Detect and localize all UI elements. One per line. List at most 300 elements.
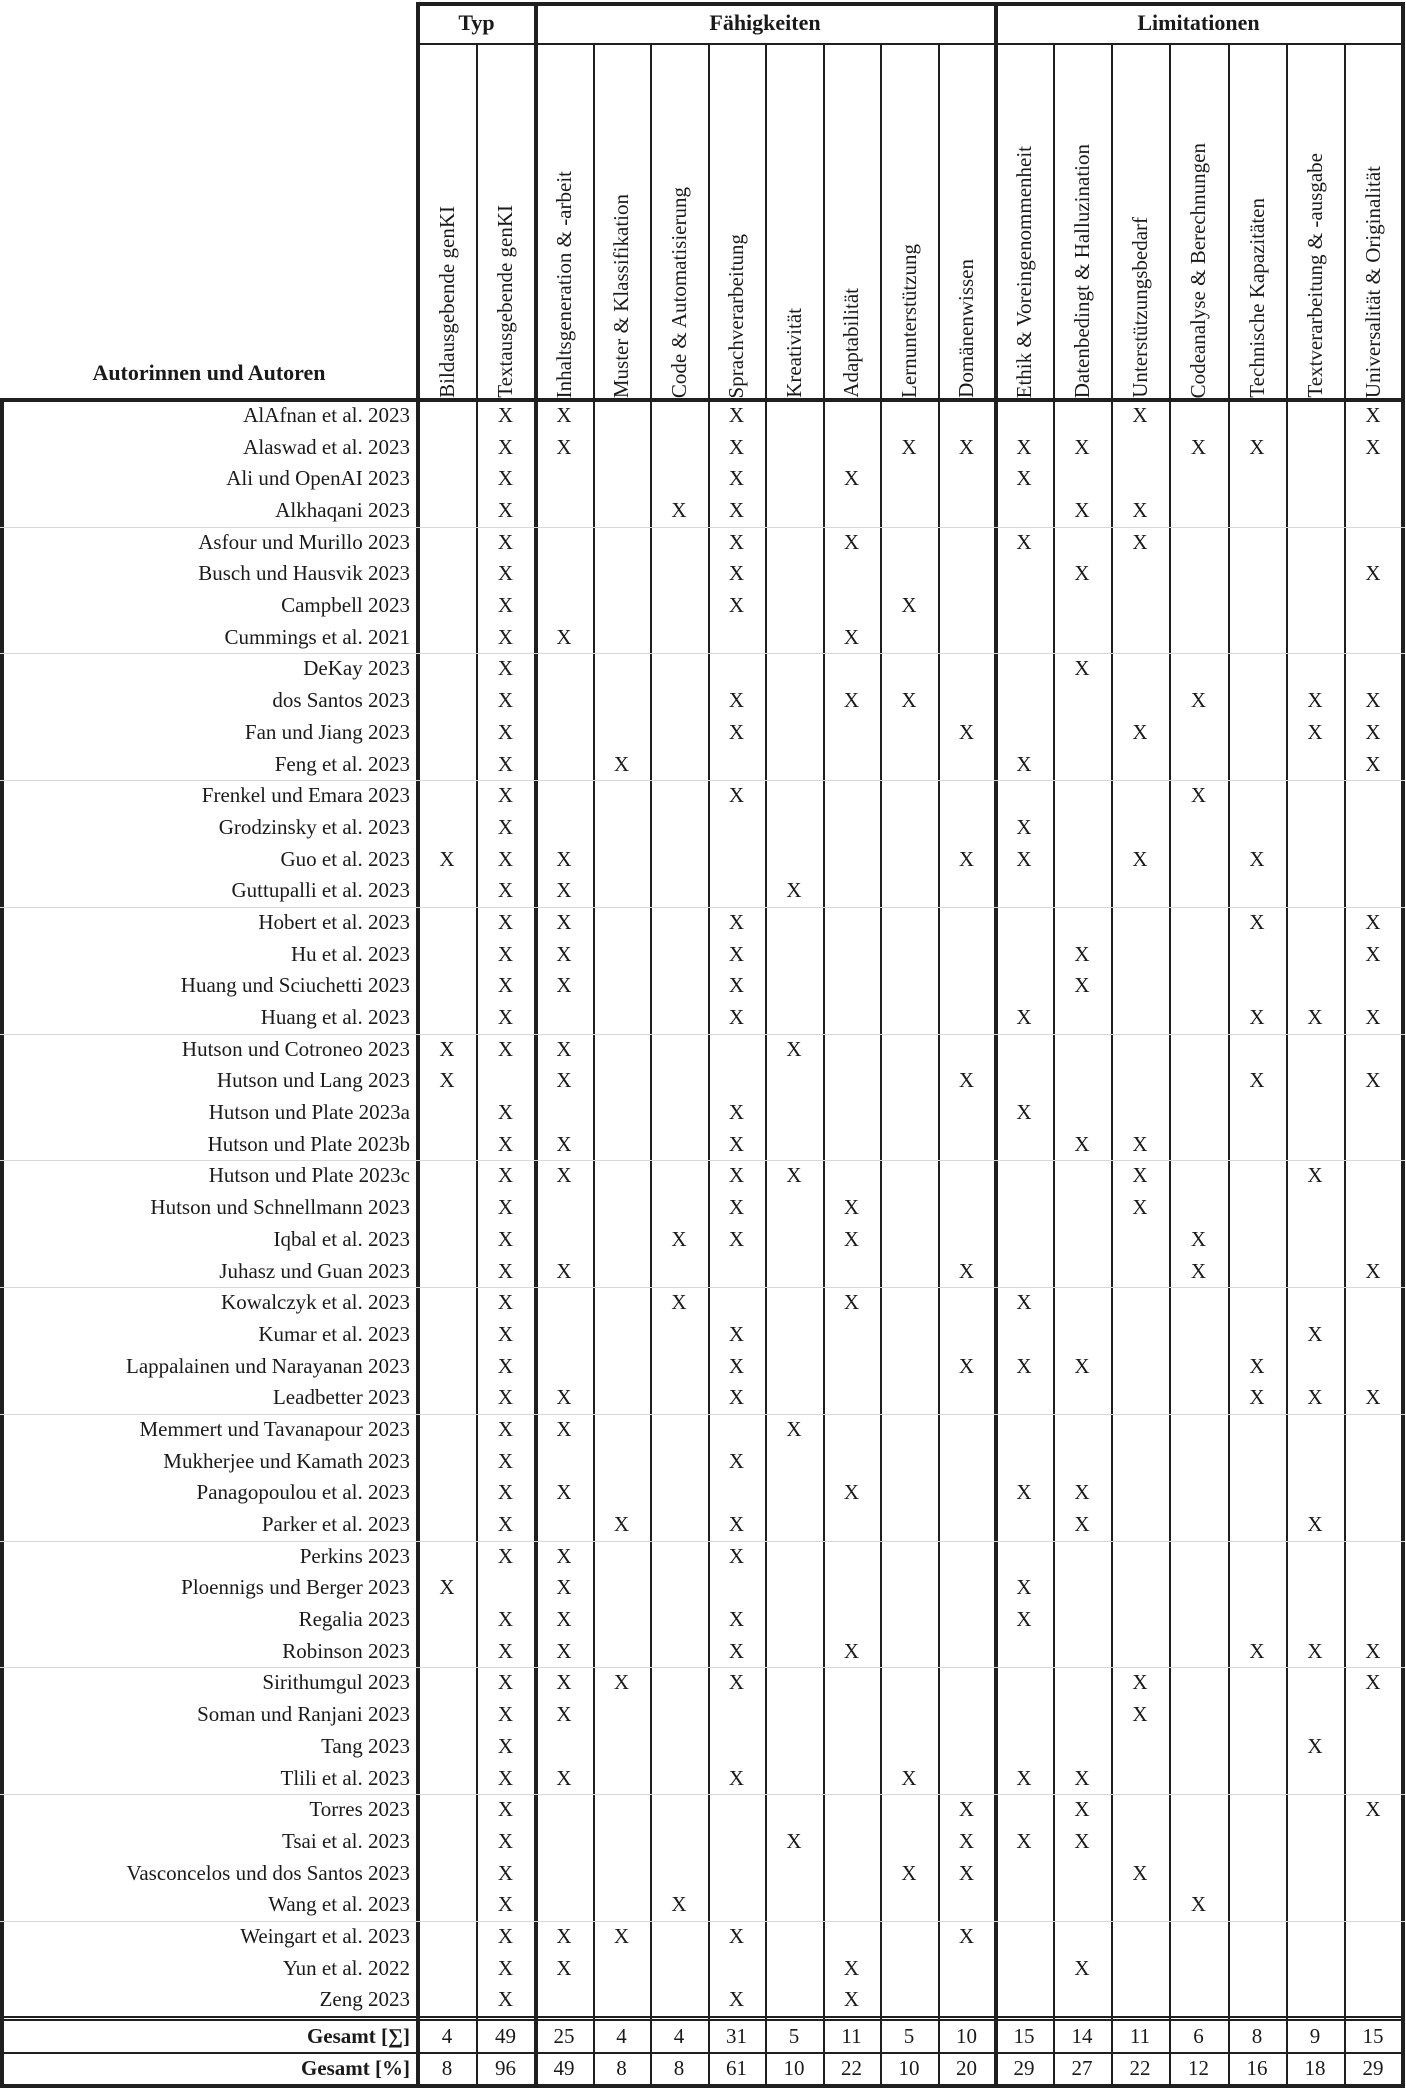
x-mark: X: [556, 1131, 572, 1156]
x-mark: X: [728, 1005, 745, 1030]
column-divider: [416, 2, 420, 2086]
x-mark: X: [786, 1036, 802, 1061]
x-mark: X: [497, 593, 514, 618]
x-mark: X: [728, 1321, 745, 1346]
author-name: AlAfnan et al. 2023: [243, 403, 410, 427]
x-mark: X: [497, 814, 514, 839]
column-header: [938, 43, 995, 398]
x-mark: X: [556, 1670, 572, 1695]
x-mark: X: [843, 1987, 860, 2012]
x-mark: X: [728, 909, 745, 934]
x-mark: X: [1365, 1005, 1381, 1030]
x-mark: X: [1074, 1797, 1090, 1822]
total-sum-value: 4: [616, 2024, 627, 2048]
x-mark: X: [728, 1226, 745, 1251]
author-column-header: Autorinnen und Autoren: [92, 360, 326, 385]
x-mark: X: [1016, 751, 1032, 776]
x-mark: X: [556, 1068, 572, 1093]
author-name: Alaswad et al. 2023: [243, 434, 410, 459]
author-name: Fan und Jiang 2023: [244, 719, 410, 744]
x-mark: X: [497, 1290, 514, 1315]
x-mark: X: [728, 1163, 745, 1188]
total-sum-value: 11: [1129, 2024, 1151, 2048]
x-mark: X: [1365, 1638, 1381, 1663]
column-header-label: Textverarbeitung & -ausgabe: [1302, 153, 1327, 398]
column-header-label: Datenbedingt & Halluzination: [1069, 143, 1094, 398]
author-name: Hutson und Plate 2023b: [207, 1131, 410, 1156]
x-mark: X: [556, 1163, 572, 1188]
x-mark: X: [728, 1512, 745, 1537]
x-mark: X: [1074, 1955, 1090, 1980]
x-mark: X: [1016, 529, 1032, 554]
x-mark: X: [728, 783, 745, 808]
author-name: Busch und Hausvik 2023: [198, 561, 410, 586]
column-header-label: Technische Kapazitäten: [1244, 198, 1269, 398]
x-mark: X: [497, 1638, 514, 1663]
x-mark: X: [497, 1860, 514, 1885]
x-mark: X: [1365, 1670, 1381, 1695]
x-mark: X: [497, 878, 514, 903]
x-mark: X: [439, 846, 455, 871]
x-mark: X: [728, 561, 745, 586]
x-mark: X: [1016, 466, 1032, 491]
x-mark: X: [1249, 846, 1265, 871]
x-mark: X: [1074, 973, 1090, 998]
x-mark: X: [1132, 403, 1148, 427]
x-mark: X: [786, 878, 802, 903]
total-percent-label: Gesamt [%]: [300, 2056, 410, 2080]
x-mark: X: [497, 1258, 514, 1283]
author-name: Perkins 2023: [299, 1543, 410, 1568]
column-divider: [1111, 43, 1113, 2085]
total-percent-value: 8: [673, 2056, 685, 2080]
author-name: Tlili et al. 2023: [280, 1765, 410, 1790]
x-mark: X: [901, 1860, 917, 1885]
column-header-label: Code & Automatisierung: [666, 186, 691, 398]
x-mark: X: [728, 941, 745, 966]
x-mark: X: [556, 1607, 572, 1632]
x-mark: X: [497, 656, 514, 681]
column-divider: [1286, 43, 1288, 2085]
x-mark: X: [671, 1290, 687, 1315]
author-name: Hutson und Plate 2023c: [208, 1163, 410, 1188]
x-mark: X: [497, 466, 514, 491]
x-mark: X: [1074, 561, 1090, 586]
x-mark: X: [613, 1512, 630, 1537]
column-header: [535, 43, 593, 398]
column-header: [1169, 43, 1228, 398]
x-mark: X: [671, 1226, 687, 1251]
column-header: [418, 43, 476, 398]
x-mark: X: [1365, 1797, 1381, 1822]
total-sum-value: 8: [1251, 2024, 1263, 2048]
total-percent-value: 18: [1304, 2056, 1326, 2080]
x-mark: X: [439, 1068, 455, 1093]
totals-divider-a: [0, 2016, 1405, 2018]
x-mark: X: [1016, 1765, 1032, 1790]
x-mark: X: [556, 941, 572, 966]
column-divider: [1053, 43, 1055, 2085]
x-mark: X: [497, 1702, 514, 1727]
x-mark: X: [1074, 1765, 1090, 1790]
column-divider: [593, 43, 595, 2085]
x-mark: X: [497, 688, 514, 713]
column-header: [1228, 43, 1286, 398]
x-mark: X: [556, 1702, 572, 1727]
header-divider: [0, 398, 1405, 402]
x-mark: X: [1365, 941, 1381, 966]
x-mark: X: [1307, 688, 1323, 713]
column-header: [593, 43, 650, 398]
author-name: Feng et al. 2023: [274, 751, 410, 776]
x-mark: X: [497, 1797, 514, 1822]
x-mark: X: [556, 1036, 572, 1061]
x-mark: X: [958, 846, 975, 871]
total-sum-value: 25: [553, 2024, 575, 2048]
group-divider: [994, 2, 998, 2086]
x-mark: X: [497, 1416, 514, 1441]
author-name: dos Santos 2023: [272, 688, 410, 713]
x-mark: X: [497, 624, 514, 649]
author-name: Iqbal et al. 2023: [273, 1226, 410, 1251]
group-header: Typ: [458, 10, 495, 35]
x-mark: X: [728, 973, 745, 998]
x-mark: X: [728, 1670, 745, 1695]
x-mark: X: [728, 1353, 745, 1378]
column-divider: [476, 43, 478, 2085]
author-name: Kumar et al. 2023: [258, 1321, 410, 1346]
x-mark: X: [1074, 1480, 1090, 1505]
x-mark: X: [1016, 1290, 1032, 1315]
author-name: Yun et al. 2022: [282, 1955, 410, 1980]
author-name: Hobert et al. 2023: [258, 909, 410, 934]
x-mark: X: [1307, 1321, 1323, 1346]
column-header: [880, 43, 938, 398]
author-name: Tsai et al. 2023: [282, 1828, 410, 1853]
row-separator: [0, 1794, 1405, 1795]
x-mark: X: [728, 1131, 745, 1156]
total-percent-value: 10: [783, 2056, 805, 2080]
column-header: [476, 43, 535, 398]
row-separator: [0, 1921, 1405, 1922]
author-name: DeKay 2023: [303, 656, 410, 681]
author-name: Weingart et al. 2023: [240, 1923, 410, 1948]
x-mark: X: [556, 878, 572, 903]
x-mark: X: [497, 1163, 514, 1188]
x-mark: X: [901, 1765, 917, 1790]
author-name: Ploennigs und Berger 2023: [181, 1575, 410, 1600]
x-mark: X: [1190, 1226, 1207, 1251]
table-border-top: [418, 2, 1405, 6]
x-mark: X: [556, 1923, 572, 1948]
column-header: [650, 43, 708, 398]
x-mark: X: [1132, 1131, 1148, 1156]
x-mark: X: [1307, 1733, 1323, 1758]
x-mark: X: [728, 1100, 745, 1125]
x-mark: X: [1249, 1638, 1265, 1663]
x-mark: X: [843, 1480, 860, 1505]
x-mark: X: [1307, 1638, 1323, 1663]
column-header: [1111, 43, 1169, 398]
row-separator: [0, 780, 1405, 781]
row-separator: [0, 1541, 1405, 1542]
total-percent-value: 61: [726, 2056, 747, 2080]
x-mark: X: [497, 1955, 514, 1980]
x-mark: X: [843, 1638, 860, 1663]
x-mark: X: [1365, 1385, 1381, 1410]
x-mark: X: [556, 1480, 572, 1505]
x-mark: X: [613, 1923, 630, 1948]
x-mark: X: [556, 1638, 572, 1663]
x-mark: X: [728, 498, 745, 523]
x-mark: X: [497, 719, 514, 744]
x-mark: X: [1249, 1385, 1265, 1410]
x-mark: X: [497, 941, 514, 966]
column-header: [765, 43, 823, 398]
author-name: Grodzinsky et al. 2023: [218, 814, 410, 839]
x-mark: X: [671, 498, 687, 523]
x-mark: X: [901, 593, 917, 618]
x-mark: X: [556, 624, 572, 649]
total-percent-value: 20: [956, 2056, 977, 2080]
x-mark: X: [1132, 1670, 1148, 1695]
author-name: Regalia 2023: [298, 1607, 410, 1632]
x-mark: X: [786, 1163, 802, 1188]
total-sum-value: 9: [1309, 2024, 1321, 2048]
x-mark: X: [556, 1543, 572, 1568]
author-name: Panagopoulou et al. 2023: [196, 1480, 410, 1505]
table-border-bottom: [0, 2084, 1405, 2088]
total-percent-value: 16: [1246, 2056, 1268, 2080]
column-header: [1286, 43, 1344, 398]
author-name: Leadbetter 2023: [272, 1385, 410, 1410]
x-mark: X: [556, 1416, 572, 1441]
x-mark: X: [556, 909, 572, 934]
x-mark: X: [728, 688, 745, 713]
x-mark: X: [1132, 529, 1148, 554]
author-name: Huang und Sciuchetti 2023: [180, 973, 410, 998]
x-mark: X: [497, 561, 514, 586]
x-mark: X: [843, 1226, 860, 1251]
x-mark: X: [497, 1131, 514, 1156]
column-header: [1053, 43, 1111, 398]
x-mark: X: [1074, 434, 1090, 459]
x-mark: X: [556, 1258, 572, 1283]
x-mark: X: [728, 1607, 745, 1632]
x-mark: X: [497, 1765, 514, 1790]
x-mark: X: [497, 1923, 514, 1948]
x-mark: X: [1016, 1353, 1032, 1378]
total-sum-value: 49: [495, 2024, 516, 2048]
column-header-label: Bildausgebende genKI: [434, 206, 459, 398]
x-mark: X: [901, 688, 917, 713]
x-mark: X: [497, 1100, 514, 1125]
x-mark: X: [1307, 1385, 1323, 1410]
x-mark: X: [497, 1448, 514, 1473]
author-name: Kowalczyk et al. 2023: [221, 1290, 410, 1315]
x-mark: X: [843, 1195, 860, 1220]
x-mark: X: [1074, 1512, 1090, 1537]
x-mark: X: [1365, 561, 1381, 586]
x-mark: X: [1365, 1068, 1381, 1093]
x-mark: X: [1365, 403, 1381, 427]
x-mark: X: [728, 1765, 745, 1790]
total-sum-value: 10: [956, 2024, 977, 2048]
column-divider: [765, 43, 767, 2085]
author-name: Campbell 2023: [281, 593, 410, 618]
column-header-label: Domänenwissen: [954, 259, 978, 398]
x-mark: X: [497, 1321, 514, 1346]
x-mark: X: [728, 1923, 745, 1948]
x-mark: X: [958, 1258, 975, 1283]
x-mark: X: [1365, 909, 1381, 934]
x-mark: X: [497, 1036, 514, 1061]
author-name: Hutson und Plate 2023a: [208, 1100, 410, 1125]
x-mark: X: [728, 1195, 745, 1220]
total-sum-value: 4: [673, 2024, 685, 2048]
total-sum-label: Gesamt [∑]: [306, 2024, 410, 2048]
x-mark: X: [958, 1797, 975, 1822]
x-mark: X: [556, 1765, 572, 1790]
x-mark: X: [497, 1892, 514, 1917]
x-mark: X: [1074, 1131, 1090, 1156]
x-mark: X: [1016, 1575, 1032, 1600]
x-mark: X: [728, 1448, 745, 1473]
x-mark: X: [728, 719, 745, 744]
x-mark: X: [556, 973, 572, 998]
x-mark: X: [497, 1828, 514, 1853]
x-mark: X: [556, 1385, 572, 1410]
author-name: Robinson 2023: [282, 1638, 410, 1663]
x-mark: X: [1016, 434, 1032, 459]
x-mark: X: [497, 1226, 514, 1251]
x-mark: X: [1190, 688, 1207, 713]
group-header-divider: [418, 43, 1402, 45]
x-mark: X: [613, 1670, 630, 1695]
row-separator: [0, 1287, 1405, 1288]
author-name: Soman und Ranjani 2023: [197, 1702, 410, 1727]
x-mark: X: [1074, 941, 1090, 966]
x-mark: X: [1132, 1195, 1148, 1220]
author-name: Asfour und Murillo 2023: [198, 529, 410, 554]
x-mark: X: [1365, 688, 1381, 713]
x-mark: X: [1016, 846, 1032, 871]
group-header: Limitationen: [1137, 10, 1260, 35]
x-mark: X: [1074, 656, 1090, 681]
x-mark: X: [1016, 814, 1032, 839]
x-mark: X: [613, 751, 630, 776]
x-mark: X: [497, 783, 514, 808]
x-mark: X: [556, 403, 572, 427]
x-mark: X: [1132, 1163, 1148, 1188]
total-sum-value: 11: [841, 2024, 862, 2048]
table-border-left: [0, 398, 4, 2087]
x-mark: X: [1016, 1828, 1032, 1853]
column-header: [708, 43, 765, 398]
x-mark: X: [958, 1860, 975, 1885]
x-mark: X: [1365, 719, 1381, 744]
x-mark: X: [497, 1543, 514, 1568]
x-mark: X: [497, 1195, 514, 1220]
x-mark: X: [1132, 719, 1148, 744]
column-header: [823, 43, 880, 398]
x-mark: X: [1132, 1702, 1148, 1727]
row-separator: [0, 1034, 1405, 1035]
x-mark: X: [1249, 434, 1265, 459]
column-header-label: Ethik & Voreingenommenheit: [1011, 145, 1036, 398]
x-mark: X: [1307, 719, 1323, 744]
total-sum-value: 5: [903, 2024, 915, 2048]
total-sum-value: 15: [1362, 2024, 1384, 2048]
column-header-label: Sprachverarbeitung: [724, 233, 748, 398]
total-percent-value: 8: [616, 2056, 627, 2080]
author-name: Sirithumgul 2023: [262, 1670, 410, 1695]
total-percent-value: 22: [1129, 2056, 1151, 2080]
x-mark: X: [958, 1068, 975, 1093]
total-percent-value: 29: [1013, 2056, 1035, 2080]
x-mark: X: [1249, 1068, 1265, 1093]
row-separator: [0, 1160, 1405, 1161]
x-mark: X: [497, 1607, 514, 1632]
author-name: Ali und OpenAI 2023: [226, 466, 410, 491]
row-separator: [0, 907, 1405, 908]
x-mark: X: [843, 529, 860, 554]
author-name: Huang et al. 2023: [260, 1005, 410, 1030]
total-sum-value: 31: [726, 2024, 747, 2048]
x-mark: X: [1307, 1512, 1323, 1537]
column-header-label: Codeanalyse & Berechnungen: [1186, 142, 1210, 398]
x-mark: X: [556, 434, 572, 459]
total-percent-value: 49: [553, 2056, 575, 2080]
x-mark: X: [439, 1036, 455, 1061]
author-name: Parker et al. 2023: [261, 1512, 410, 1537]
author-name: Wang et al. 2023: [268, 1892, 410, 1917]
x-mark: X: [1074, 1828, 1090, 1853]
x-mark: X: [786, 1828, 802, 1853]
x-mark: X: [728, 1638, 745, 1663]
row-separator: [0, 527, 1405, 528]
column-divider: [880, 43, 882, 2085]
column-header: [995, 43, 1053, 398]
x-mark: X: [728, 466, 745, 491]
total-sum-value: 15: [1013, 2024, 1035, 2048]
x-mark: X: [1016, 1607, 1032, 1632]
x-mark: X: [1365, 434, 1381, 459]
x-mark: X: [843, 624, 860, 649]
column-divider: [708, 43, 710, 2085]
author-name: Guttupalli et al. 2023: [231, 878, 410, 903]
totals-row-divider: [0, 2052, 1405, 2054]
author-name: Tang 2023: [321, 1733, 410, 1758]
author-name: Hu et al. 2023: [291, 941, 410, 966]
author-name: Alkhaqani 2023: [275, 498, 410, 523]
row-separator: [0, 1414, 1405, 1415]
column-header-label: Adaptabilität: [839, 288, 863, 398]
x-mark: X: [728, 1543, 745, 1568]
total-sum-value: 5: [788, 2024, 800, 2048]
author-name: Guo et al. 2023: [280, 846, 410, 871]
x-mark: X: [1249, 1353, 1265, 1378]
total-percent-value: 27: [1071, 2056, 1093, 2080]
x-mark: X: [497, 498, 514, 523]
x-mark: X: [728, 1987, 745, 2012]
column-divider: [938, 43, 940, 2085]
x-mark: X: [1249, 909, 1265, 934]
x-mark: X: [1074, 1353, 1090, 1378]
x-mark: X: [728, 1385, 745, 1410]
x-mark: X: [786, 1416, 802, 1441]
total-percent-value: 12: [1188, 2056, 1209, 2080]
